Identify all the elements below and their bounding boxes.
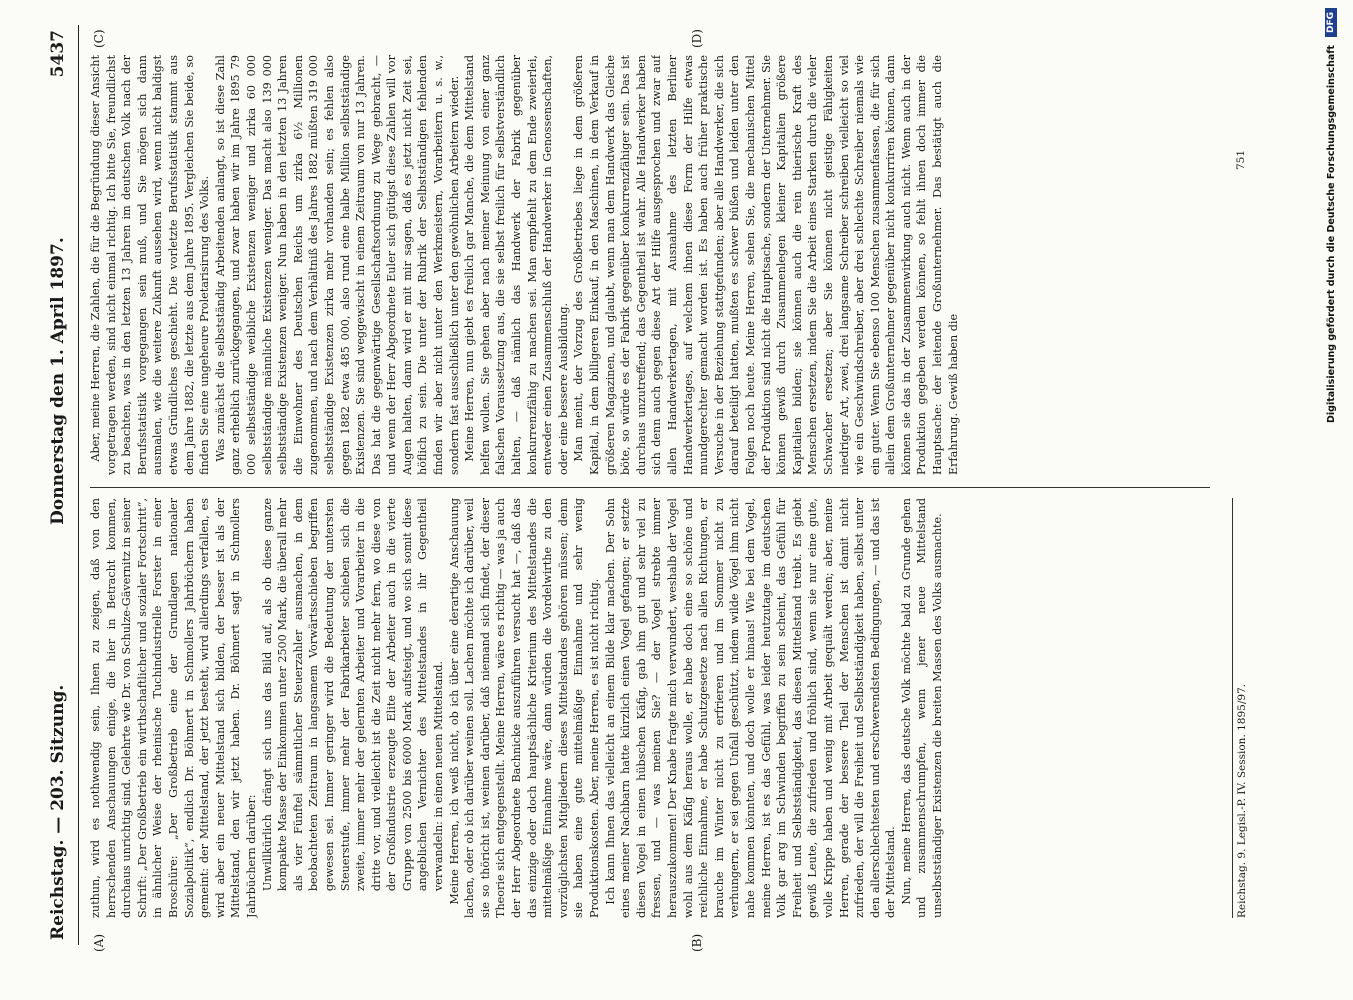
digitization-credit — [1318, 8, 1344, 993]
margin-marker-b: (B) — [690, 933, 704, 952]
margin-marker-d: (D) — [690, 29, 704, 48]
digitization-note: Digitalisierung gefördert durch die Deutsche Forschungsgemeinschaft — [1325, 45, 1337, 423]
dfg-logo-icon: DFG — [1325, 8, 1337, 37]
column-divider — [90, 487, 1210, 488]
paragraph: Aber, meine Herren, die Zahlen, die für die Begründung dieser Ansicht vorgetragen werden, sind nicht einmal richtig. Ich bitte Sie, freundlichst zu beachten, was in den letzten 13 Jahren im deutschen Volk nach der Berufsstatistik vorgegangen sein muß, und Sie mögen sich dann ausmalen, wie die weitere Zukunft aussehen wird, wenn nicht baldigst etwas Gründliches geschieht. Die vorletzte Berufsstatistik stammt aus dem Jahre 1882, die letzte aus dem Jahre 1895. Vergleichen Sie beide, so finden Sie eine ungeheure Proletarisirung des Volks. — [89, 55, 212, 475]
page-footer: Reichstag. 9. Legisl.-P. IV. Session. 1895/97. — [1232, 498, 1248, 918]
header-date: Donnerstag den 1. April 1897. — [48, 237, 68, 525]
header-left: Reichstag. — 203. Sitzung. — [48, 684, 68, 940]
bottom-page-number: 751 — [1235, 150, 1247, 171]
paragraph: Nun, meine Herren, das deutsche Volk möchte bald zu Grunde gehen und zusammenschrumpfen, wenn jener neue Mittelstand unselbstständiger Existenzen die breiten Massen des Volks ausmachte. — [899, 498, 945, 918]
header-page-number: 5437 — [48, 30, 68, 78]
header-rule — [78, 25, 79, 945]
right-text-column — [88, 55, 1243, 475]
margin-marker-a: (A) — [92, 933, 106, 952]
paragraph: zuthun, wird es nothwendig sein, Ihnen zu zeigen, daß von den herrschenden Anschauungen einige, die hier in Betracht kommen, durchaus unrichtig sind. Gelehrte wie Dr. von Schulze-Gävernitz in seiner Schrift: „Der Großbetrieb ein wirthschaftlicher und sozialer Fortschritt“, in ähnlicher Weise der rheinische Tuchindustrielle Forster in einer Broschüre: „Der Großbetrieb eine der Grundlagen nationaler Sozialpolitik“, endlich Dr. Böhmert in Schmollers Jahrbüchern haben gemeint: der Mittelstand, der jetzt besteht, wird allerdings verfallen, es wird aber ein neuer Mittelstand sich bilden, der besser ist als der Mittelstand, den wir jetzt haben. Dr. Böhmert sagt in Schmollers Jahrbüchern darüber: — [89, 498, 258, 918]
left-text-column — [88, 498, 1243, 918]
page-header — [40, 30, 76, 940]
paragraph: Meine Herren, nun giebt es freilich gar Manche, die dem Mittelstand helfen wollen. Sie gehen aber nach meiner Meinung von einer ganz falschen Voraussetzung aus, die sie selbst freilich für selbstverständlich halten, — daß nämlich das Handwerk der Fabrik gegenüber konkurrenzfähig zu machen sei. Man empfiehlt zu dem Ende zweierlei, entweder einen Zusammenschluß der Handwerker in Genossenschaften, oder eine bessere Ausbildung. — [463, 55, 570, 475]
paragraph: Meine Herren, ich weiß nicht, ob ich über eine derartige Anschauung lachen, oder ob ich darüber weinen soll. Lachen möchte ich darüber, weil sie so thöricht ist, weinen darüber, daß niemand sich findet, der dieser Theorie sich entgegenstellt. Meine Herren, wäre es richtig — was ja auch der Herr Abgeordnete Bachnicke auszuführen versucht hat —, daß das das einzige oder doch hauptsächliche Kriterium des Mittelstandes die mittelmäßige Einnahme wäre, dann würden die Vordelwirthe zu den vorzüglichsten Mitgliedern dieses Mittelstandes gehören müssen; denn sie haben eine gute mittelmäßige Einnahme und sehr wenig Produktionskosten. Aber, meine Herren, es ist nicht richtig. — [447, 498, 601, 918]
paragraph: Man meint, der Vorzug des Großbetriebes liege in dem größeren Kapital, in dem billigeren Einkauf, in den Maschinen, in dem Verkauf in größeren Magazinen, und glaubt, wenn man dem Handwerk das Gleiche böte, so würde es der Fabrik gegenüber konkurrenzfähiger sein. Das ist durchaus unzutreffend; das Gegentheil ist wahr. Alle Handwerker haben sich denn auch gegen diese Art der Hilfe ausgesprochen und zwar auf allen Handwerkertagen, mit Ausnahme des letzten Berliner Handwerkertages, auf welchem ihnen diese Form der Hilfe etwas mundgerechter gemacht worden ist. Es haben auch früher praktische Versuche in der Beziehung stattgefunden; aber alle Handwerker, die sich darauf beteiligt hatten, mußten es schwer büßen und leiden unter den Folgen noch heute. Meine Herren, sehen Sie, die mechanischen Mittel der Produktion sind nicht die Hauptsache, sondern der Unternehmer. Sie können gewiß durch Zusammenlegen kleiner Kapitalien größere Kapitalien bilden; sie können auch die rein thierische Kraft des Menschen ersetzen, indem Sie die Arbeit eines Starken durch die vieler Schwacher ersetzen; aber Sie können nicht geistige Fähigkeiten niedriger Art, zwei, drei langsame Schreiber schreiben vielleicht so viel wie ein Geschwindschreiber, aber drei schlechte Schreiber niemals wie ein guter. Wenn Sie ebenso 100 Menschen zusammenfassen, die für sich allein dem Großunternehmer gegenüber nicht konkurriren können, dann können sie das in der Zusammenwirkung auch nicht. Wenn auch in der Produktion gegeben werden können, so fehlt ihnen doch immer die Hauptsache: der leitende Großunternehmer. Das bestätigt auch die Erfahrung. Gewiß haben die — [572, 55, 960, 475]
paragraph: Ich kann Ihnen das vielleicht an einem Bilde klar machen. Der Sohn eines meiner Nachbarn hatte kürzlich einen Vogel gefangen; er setzte diesen Vogel in einen hübschen Käfig, gab ihm gut und sehr viel zu fressen, und — was meinen Sie? — der Vogel strebte immer herauszukommen! Der Knabe fragte mich verwundert, weshalb der Vogel wohl aus dem Käfig heraus wolle, er habe doch eine so schöne und reichliche Einnahme, er habe Schutzgesetze nach allen Richtungen, er brauche im Winter nicht zu erfrieren und im Sommer nicht zu verhungern, er sei gegen Unfall geschützt, indem wilde Vögel ihm nicht nahe kommen könnten, und doch wolle er hinaus! Wie bei dem Vogel, meine Herren, ist es das Gefühl, was leider heutzutage im deutschen Volk gar arg im Schwinden begriffen zu sein scheint, das Gefühl für Freiheit und Selbstständigkeit, das diesen Mittelstand treibt. Es giebt gewiß Leute, die zufrieden und fröhlich sind, wenn sie nur eine gute, volle Krippe haben und wenig mit Arbeit gequält werden; aber, meine Herren, gerade der bessere Theil der Menschen ist damit nicht zufrieden, der will die Freiheit und Selbstständigkeit haben, selbst unter den allerschlechtesten und erschwerendsten Bedingungen, — und das ist der Mittelstand. — [603, 498, 898, 918]
paragraph: Was zunächst die selbstständig Arbeitenden anlangt, so ist diese Zahl ganz erheblich zurückgegangen, und zwar haben wir im Jahre 1895 79 000 selbstständige weibliche Existenzen weniger und zirka 60 000 selbstständige männliche Existenzen weniger. Das macht also 139 000 selbstständige Existenzen weniger. Nun haben in den letzten 13 Jahren die Einwohner des Deutschen Reichs um zirka 6½ Millionen zugenommen, und nach dem Verhältniß des Jahres 1882 müßten 319 000 selbstständige Existenzen zirka mehr vorhanden sein; es fehlen also gegen 1882 etwa 485 000, also rund eine halbe Million selbstständige Existenzen. Sie sind weggewischt in einem Zeitraum von nur 13 Jahren. Das hat die gegenwärtige Gesellschaftsordnung zu Wege gebracht, — und wenn der Herr Abgeordnete Euler sich gütigst diese Zahlen will vor Augen halten, dann wird er mit mir sagen, daß es jetzt nicht Zeit sei, höflich zu sein. Die unter der Rubrik der Selbstständigen fehlenden finden wir aber nicht unter den Werkmeistern, Vorarbeitern u. s. w., sondern fast ausschließlich unter den gewöhnlichen Arbeitern wieder. — [213, 55, 461, 475]
margin-marker-c: (C) — [92, 29, 106, 48]
quoted-paragraph: Unwillkürlich drängt sich uns das Bild auf, als ob diese ganze kompakte Masse der Einkommen unter 2500 Mark, die überall mehr als vier Fünftel sämmtlicher Steuerzahler ausmachen, in dem beobachteten Zeitraum in langsamem Vorwärtsschieben begriffen gewesen sei. Immer geringer wird die Bedeutung der untersten Steuerstufe, immer mehr der Fabrikarbeiter schieben sich die zweite, immer mehr der gelernten Arbeiter und Vorarbeiter in die dritte vor, und vielleicht ist die Zeit nicht mehr fern, wo diese von der Großindustrie erzeugte Elite der Arbeiter auch in die vierte Gruppe von 2500 bis 6000 Mark aufsteigt, und wo sich somit diese angeblichen Vernichter des Mittelstandes in ihr Gegentheil verwandeln: in einen neuen Mittelstand. — [260, 498, 446, 892]
